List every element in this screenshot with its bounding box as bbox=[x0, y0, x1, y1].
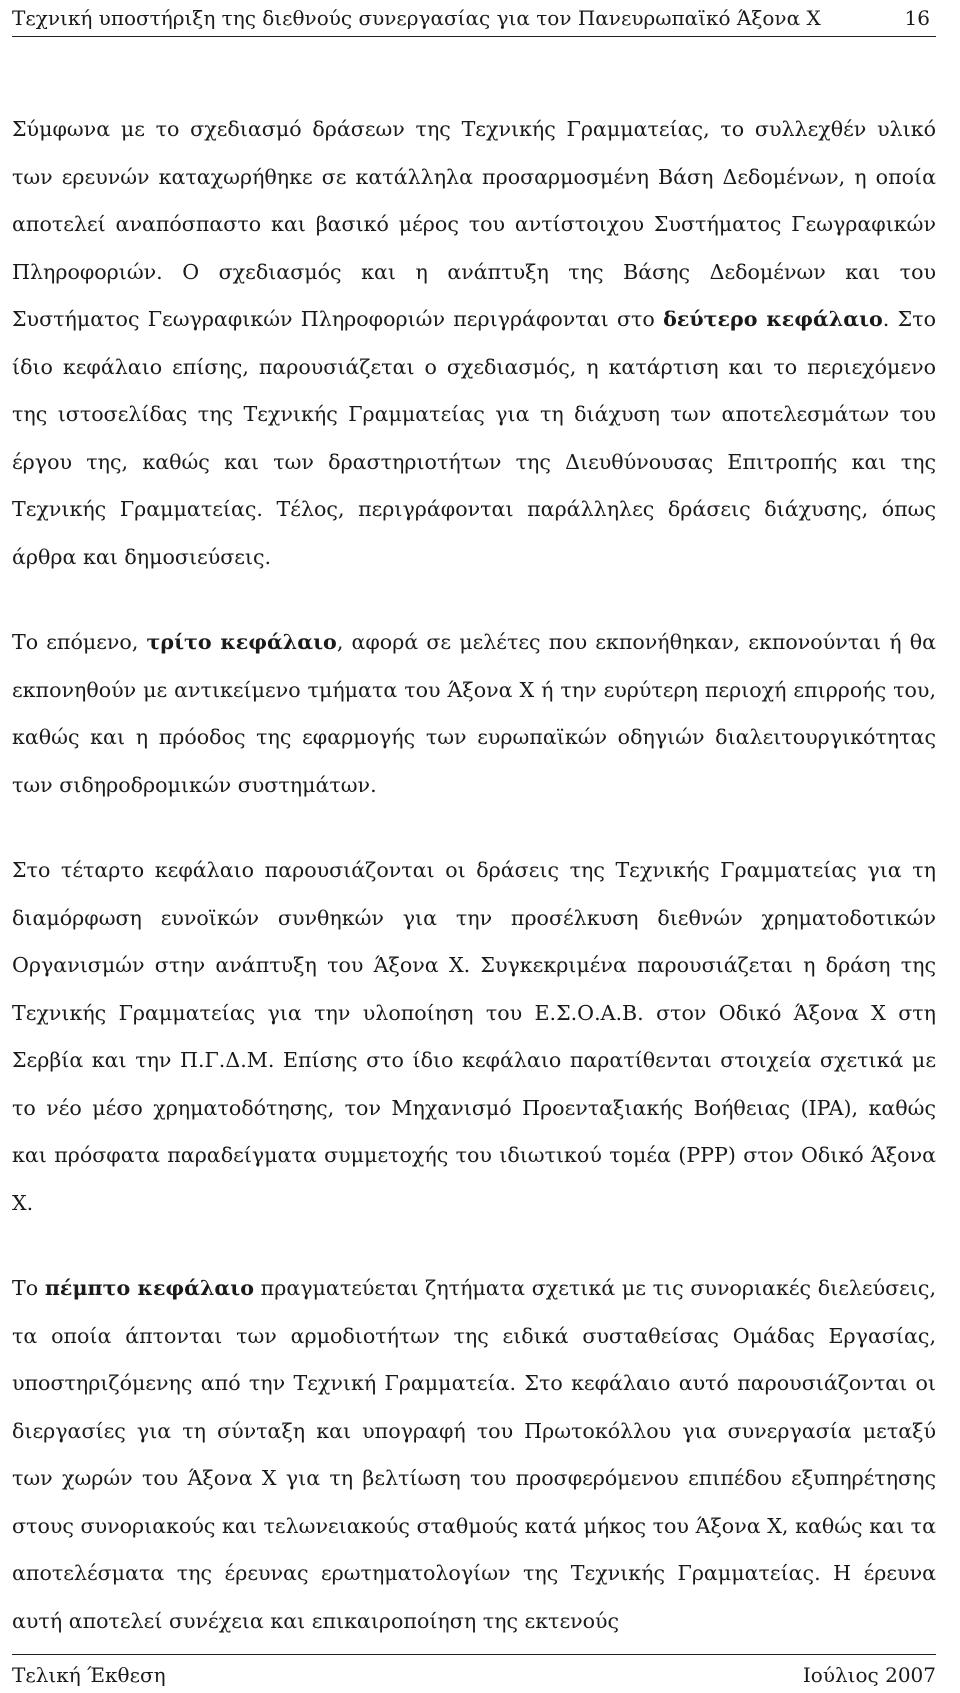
page-header bbox=[12, 0, 936, 37]
paragraph: Το επόμενο, τρίτο κεφάλαιο, αφορά σε μελέτες που εκπονήθηκαν, εκπονούνται ή θα εκπονηθούν με αντικείμενο τμήματα του Άξονα Χ ή την ευρύτερη περιοχή επιρροής του, καθώς και η πρόοδος της εφαρμογής των ευρωπαϊκών οδηγιών διαλειτουργικότητας των σιδηροδρομικών συστημάτων. bbox=[12, 630, 937, 797]
bold-chapter-ref: δεύτερο κεφάλαιο bbox=[663, 307, 883, 331]
footer-date: Ιούλιος 2007 bbox=[802, 1663, 936, 1687]
paragraph: Το πέμπτο κεφάλαιο πραγματεύεται ζητήματα σχετικά με τις συνοριακές διελεύσεις, τα οποία άπτονται των αρμοδιοτήτων της ειδικά συσταθείσας Ομάδας Εργασίας, υποστηριζόμενης από την Τεχνική Γραμματεία. Στο κεφάλαιο αυτό παρουσιάζονται οι διεργασίες για τη σύνταξη και υπογραφή του Πρωτοκόλλου για συνεργασία μεταξύ των χωρών του Άξονα Χ για τη βελτίωση του προσφερόμενου επιπέδου εξυπηρέτησης στους συνοριακούς και τελωνειακούς σταθμούς κατά μήκος του Άξονα Χ, καθώς και τα αποτελέσματα της έρευνας ερωτηματολογίων της Τεχνικής Γραμματείας. Η έρευνα αυτή αποτελεί συνέχεια και επικαιροποίηση της εκτενούς bbox=[12, 1276, 937, 1633]
bold-chapter-ref: τρίτο κεφάλαιο bbox=[146, 630, 337, 654]
body-text bbox=[12, 106, 936, 1645]
paragraph: Στο τέταρτο κεφάλαιο παρουσιάζονται οι δράσεις της Τεχνικής Γραμματείας για τη διαμόρφωση ευνοϊκών συνθηκών για την προσέλκυση διεθνών χρηματοδοτικών Οργανισμών στην ανάπτυξη του Άξονα Χ. Συγκεκριμένα παρουσιάζεται η δράση της Τεχνικής Γραμματείας για την υλοποίηση του Ε.Σ.Ο.Α.Β. στον Οδικό Άξονα Χ στη Σερβία και την Π.Γ.Δ.Μ. Επίσης στο ίδιο κεφάλαιο παρατίθενται στοιχεία σχετικά με το νέο μέσο χρηματοδότησης, τον Μηχανισμό Προενταξιακής Βοήθειας (IPA), καθώς και πρόσφατα παραδείγματα συμμετοχής του ιδιωτικού τομέα (PPP) στον Οδικό Άξονα Χ. bbox=[12, 858, 936, 1215]
page-footer bbox=[12, 1654, 936, 1693]
document-page bbox=[12, 0, 936, 1692]
bold-chapter-ref: πέμπτο κεφάλαιο bbox=[44, 1276, 254, 1300]
footer-report-title: Τελική Έκθεση bbox=[12, 1663, 166, 1687]
running-title: Τεχνική υποστήριξη της διεθνούς συνεργασίας για τον Πανευρωπαϊκό Άξονα Χ bbox=[12, 6, 821, 30]
page-number: 16 bbox=[904, 6, 930, 30]
paragraph: Σύμφωνα με το σχεδιασμό δράσεων της Τεχνικής Γραμματείας, το συλλεχθέν υλικό των ερευνών καταχωρήθηκε σε κατάλληλα προσαρμοσμένη Βάση Δεδομένων, η οποία αποτελεί αναπόσπαστο και βασικό μέρος του αντίστοιχου Συστήματος Γεωγραφικών Πληροφοριών. Ο σχεδιασμός και η ανάπτυξη της Βάσης Δεδομένων και του Συστήματος Γεωγραφικών Πληροφοριών περιγράφονται στο δεύτερο κεφάλαιο. Στο ίδιο κεφάλαιο επίσης, παρουσιάζεται ο σχεδιασμός, η κατάρτιση και το περιεχόμενο της ιστοσελίδας της Τεχνικής Γραμματείας για τη διάχυση των αποτελεσμάτων του έργου της, καθώς και των δραστηριοτήτων της Διευθύνουσας Επιτροπής και της Τεχνικής Γραμματείας. Τέλος, περιγράφονται παράλληλες δράσεις διάχυσης, όπως άρθρα και δημοσιεύσεις. bbox=[12, 117, 936, 569]
